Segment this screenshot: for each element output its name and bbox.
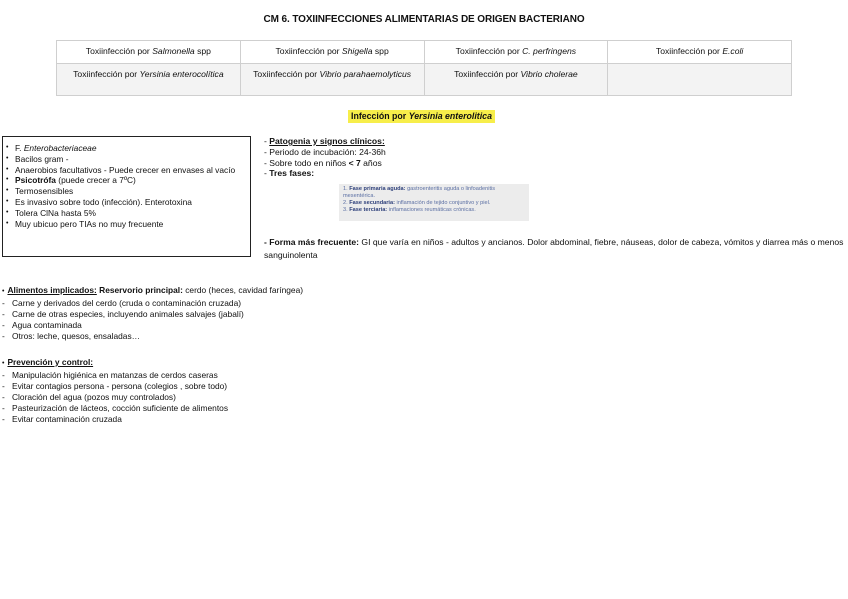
list-item: - Evitar contagios persona - persona (colegios , sobre todo) [2,381,562,392]
list-item: • Anaerobios facultativos - Puede crecer en envases al vacío [6,165,247,176]
list-item: • Termosensibles [6,186,247,197]
section-heading: Infección por Yersinia enterolitica [348,110,495,123]
list-item: - Carne de otras especies, incluyendo animales salvajes (jabalí) [2,309,562,320]
list-item: - Otros: leche, quesos, ensaladas… [2,331,562,342]
topic-cell[interactable]: Toxiinfección por E.coli [608,41,792,64]
topic-cell[interactable]: Toxiinfección por Vibrio cholerae [424,64,608,96]
phases-image: 1. Fase primaria aguda: gastroenteritis aguda o linfoadenitis mesentérica. 2. Fase secundaria: inflamación de tejido conjuntivo y piel. 3. Fase terciaria: inflamaciones reumáticas crónicas. [339,184,529,221]
pathogenesis-heading: Patogenia y signos clínicos: [269,136,385,146]
prevention-heading: Prevención y control: [7,357,94,367]
list-item: • Muy ubicuo pero TIAs no muy frecuente [6,219,247,230]
topic-cell[interactable]: Toxiinfección por C. perfringens [424,41,608,64]
pathogenesis-section: - Patogenia y signos clínicos: - Periodo de incubación: 24-36h - Sobre todo en niños < 7 años - Tres fases: [264,136,386,179]
characteristics-box [2,136,251,257]
common-form-text: - Forma más frecuente: GI que varía en niños - adultos y ancianos. Dolor abdominal, fiebre, náuseas, dolor de cabeza, vómitos y diarrea más o menos sanguinolenta [264,237,844,260]
list-item: - Evitar contaminación cruzada [2,414,562,425]
page-title: CM 6. TOXIINFECCIONES ALIMENTARIAS DE ORIGEN BACTERIANO [263,14,585,25]
list-item: - Cloración del agua (pozos muy controlados) [2,392,562,403]
topic-cell-empty [608,64,792,96]
topic-cell[interactable]: Toxiinfección por Salmonella spp [57,41,241,64]
foods-heading: Alimentos implicados: [7,285,97,295]
topic-cell[interactable]: Toxiinfección por Yersinia enterocolítica [57,64,241,96]
list-item: • Tolera ClNa hasta 5% [6,208,247,219]
list-item: - Manipulación higiénica en matanzas de cerdos caseras [2,370,562,381]
topic-cell[interactable]: Toxiinfección por Vibrio parahaemolyticus [240,64,424,96]
list-item: • Bacilos gram - [6,154,247,165]
list-item: • F. Enterobacteriaceae [6,143,247,154]
list-item: • Psicotrófa (puede crecer a 7ºC) [6,175,247,186]
list-item: - Carne y derivados del cerdo (cruda o contaminación cruzada) [2,298,562,309]
topics-table [56,40,792,96]
list-item: • Es invasivo sobre todo (infección). Enterotoxina [6,197,247,208]
prevention-section [2,357,562,424]
foods-section: • Alimentos implicados: Reservorio principal: cerdo (heces, cavidad faríngea) - Carne y derivados del cerdo (cruda o contaminación cruzada) - Carne de otras especies, incluyendo animales salvajes (jabalí) - Agua contaminada - Otros: leche, quesos, ensaladas… [2,285,562,342]
topic-cell[interactable]: Toxiinfección por Shigella spp [240,41,424,64]
list-item: - Pasteurización de lácteos, cocción suficiente de alimentos [2,403,562,414]
list-item: - Agua contaminada [2,320,562,331]
